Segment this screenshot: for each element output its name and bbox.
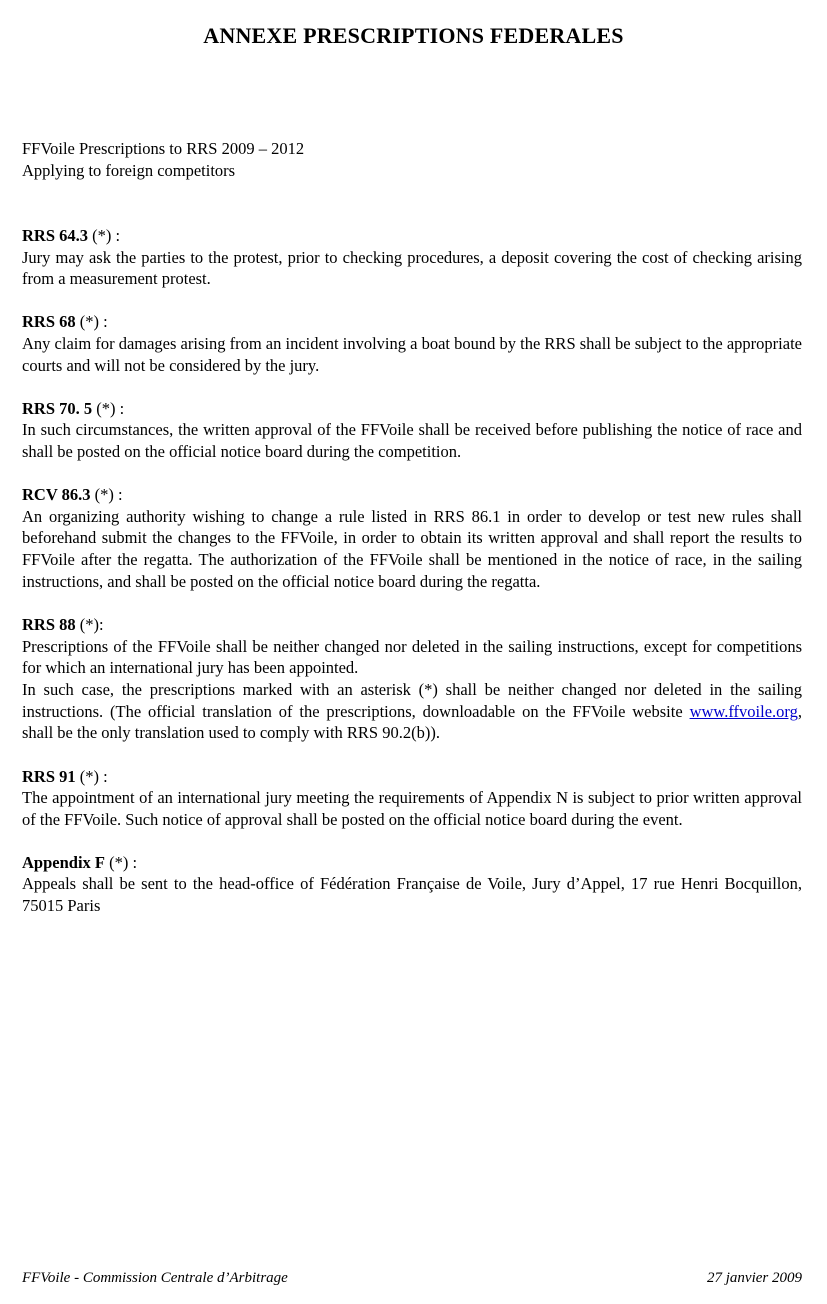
rule-number: RRS 91 — [22, 766, 76, 786]
paragraph-text-after-link: , shall be the only translation used to comply with RRS 90.2(b)). — [22, 701, 802, 743]
rules-sections — [22, 225, 802, 938]
rule-number: Appendix F — [22, 852, 105, 872]
section-heading — [22, 614, 802, 636]
rule-number: RRS 68 — [22, 312, 76, 332]
ffvoile-website-link[interactable]: www.ffvoile.org — [689, 701, 798, 721]
section-rrs-68 — [22, 311, 802, 376]
rule-number: RCV 86.3 — [22, 485, 91, 505]
footer-organization: FFVoile - Commission Centrale d’Arbitrage — [22, 1270, 288, 1286]
section-heading — [22, 311, 802, 333]
rule-marker: (*) : — [75, 312, 108, 332]
section-paragraph: Jury may ask the parties to the protest, prior to checking procedures, a deposit covering the cost of checking arising from a measurement protest. — [22, 247, 802, 289]
rule-marker: (*) : — [90, 485, 123, 505]
rule-marker: (*) : — [104, 852, 138, 872]
section-paragraph: An organizing authority wishing to change a rule listed in RRS 86.1 in order to develop or test new rules shall beforehand submit the changes to the FFVoile, in order to obtain its written approval and shall report the results to FFVoile after the regatta. The authorization of the FFVoile shall be mentioned in the notice of race, in the sailing instructions, and shall be posted on the official notice board during the regatta. — [22, 506, 802, 591]
section-paragraph: Any claim for damages arising from an incident involving a boat bound by the RRS shall be subject to the appropriate courts and will not be considered by the jury. — [22, 333, 802, 375]
section-heading — [22, 766, 802, 788]
paragraph-text-before-link: In such case, the prescriptions marked with an asterisk (*) shall be neither changed nor deleted in the sailing instructions. (The official translation of the prescriptions, downloadable on the FFVoile website — [22, 679, 802, 721]
section-rrs-70-5 — [22, 398, 802, 463]
rule-number: RRS 88 — [22, 615, 76, 635]
section-rrs-91 — [22, 766, 802, 831]
section-paragraph-with-link — [22, 679, 802, 744]
intro-block — [22, 138, 304, 181]
section-rrs-64-3 — [22, 225, 802, 290]
document-title: ANNEXE PRESCRIPTIONS FEDERALES — [203, 23, 624, 48]
rule-marker: (*) : — [75, 766, 108, 786]
section-paragraph: Prescriptions of the FFVoile shall be neither changed nor deleted in the sailing instructions, except for competitions for which an international jury has been appointed. — [22, 636, 802, 678]
footer-date: 27 janvier 2009 — [707, 1270, 802, 1286]
section-heading — [22, 398, 802, 420]
intro-line-prescriptions: FFVoile Prescriptions to RRS 2009 – 2012 — [22, 139, 305, 158]
section-rcv-86-3 — [22, 484, 802, 592]
section-paragraph: In such circumstances, the written approval of the FFVoile shall be received before publishing the notice of race and shall be posted on the official notice board during the competition. — [22, 420, 802, 462]
rule-marker: (*) : — [92, 398, 125, 418]
rule-number: RRS 70. 5 — [22, 398, 93, 418]
section-rrs-88 — [22, 614, 802, 744]
section-paragraph: The appointment of an international jury meeting the requirements of Appendix N is subject to prior written approval of the FFVoile. Such notice of approval shall be posted on the official notice board during the event. — [22, 788, 802, 829]
section-heading — [22, 852, 802, 874]
section-appendix-f — [22, 852, 802, 917]
section-heading — [22, 484, 802, 506]
intro-line-applying: Applying to foreign competitors — [22, 160, 236, 180]
rule-marker: (*) : — [88, 226, 121, 245]
section-paragraph: Appeals shall be sent to the head-office of Fédération Française de Voile, Jury d’Appel, 17 rue Henri Bocquillon, 75015 Paris — [22, 874, 802, 916]
rule-number: RRS 64.3 — [22, 226, 89, 245]
rule-marker: (*): — [75, 615, 104, 635]
section-heading — [22, 225, 802, 247]
